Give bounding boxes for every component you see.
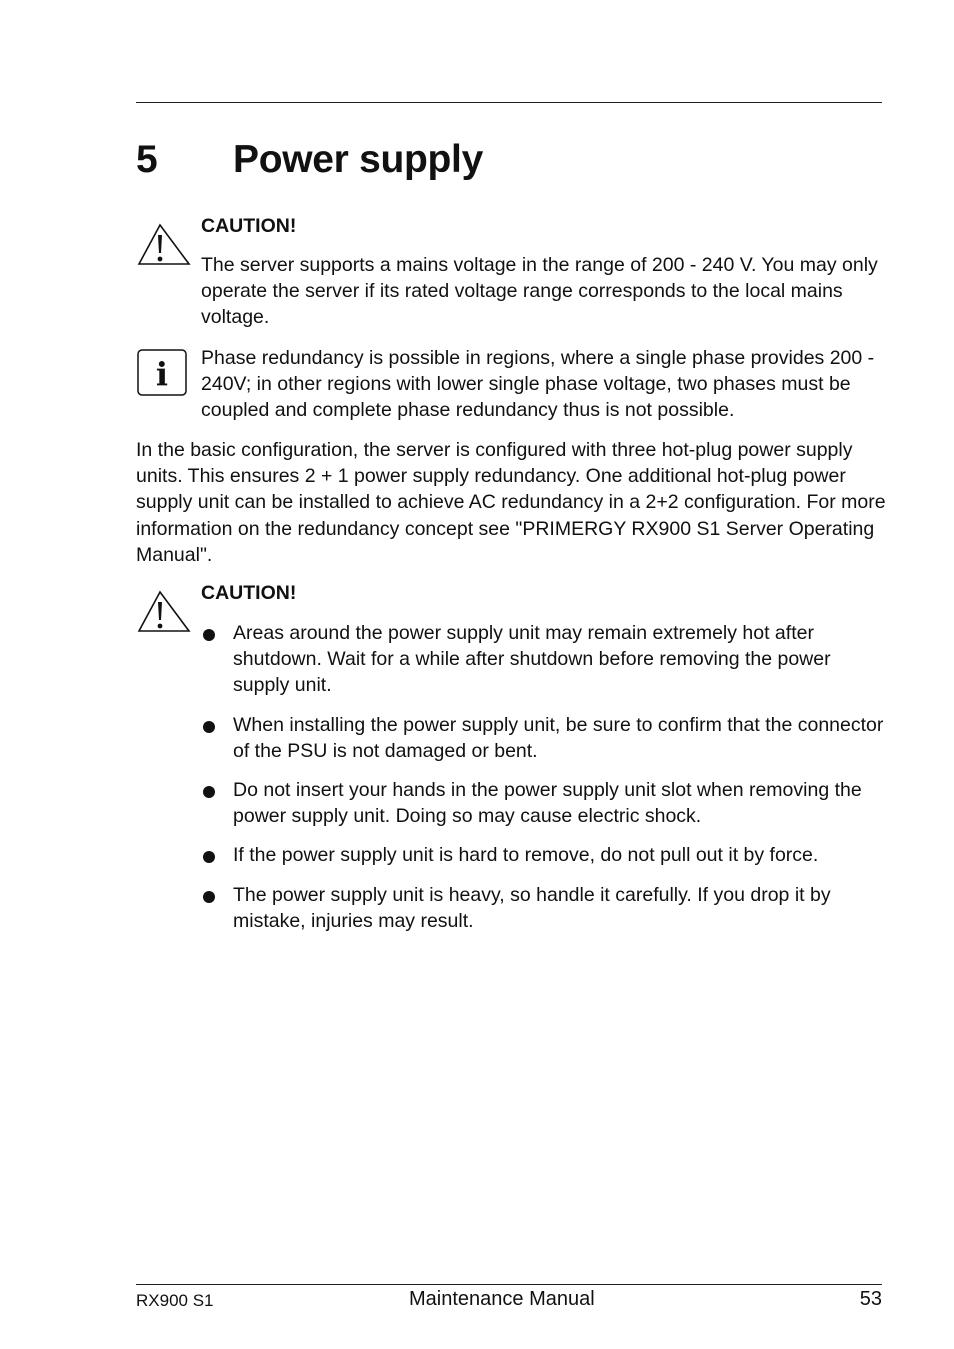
footer-rule	[136, 1284, 882, 1285]
svg-text:i: i	[155, 355, 169, 393]
caution-block-2	[201, 580, 891, 606]
bullet-icon	[203, 851, 215, 863]
info-icon	[136, 349, 188, 397]
footer-manual-title: Maintenance Manual	[409, 1288, 595, 1310]
bullet-icon	[203, 891, 215, 903]
caution-icon	[136, 589, 192, 635]
list-item-text: Areas around the power supply unit may remain extremely hot after shutdown. Wait for a while after shutdown before removing the power supply unit.	[233, 622, 831, 697]
chapter-number: 5	[136, 138, 158, 181]
page-footer	[136, 1288, 882, 1314]
bullet-icon	[203, 629, 215, 641]
list-item-text: When installing the power supply unit, be sure to confirm that the connector of the PSU is not damaged or bent.	[233, 713, 884, 762]
list-item-text: Do not insert your hands in the power supply unit slot when removing the power supply unit. Doing so may cause electric shock.	[233, 779, 862, 828]
page-number: 53	[859, 1288, 882, 1310]
bullet-icon	[203, 786, 215, 798]
caution-list	[201, 620, 886, 947]
list-item	[201, 620, 886, 699]
list-item	[201, 842, 886, 868]
body-paragraph: In the basic configuration, the server is configured with three hot-plug power supply units. This ensures 2 + 1 power supply redundancy. One additional hot-plug power supply unit can be installed to achieve AC redundancy in a 2+2 configuration. For more information on the redundancy concept see "PRIMERGY RX900 S1 Server Operating Manual".	[136, 439, 886, 566]
list-item	[201, 882, 886, 934]
bullet-icon	[203, 721, 215, 733]
chapter-title: Power supply	[233, 138, 483, 181]
caution-text: The server supports a mains voltage in the range of 200 - 240 V. You may only operate the server if its rated voltage range corresponds to the local mains voltage.	[201, 254, 878, 329]
list-item-text: The power supply unit is heavy, so handle it carefully. If you drop it by mistake, injuries may result.	[233, 883, 831, 932]
list-item	[201, 777, 886, 829]
caution-block-1	[201, 213, 891, 331]
footer-product: RX900 S1	[136, 1291, 214, 1310]
list-item-text: If the power supply unit is hard to remove, do not pull out it by force.	[233, 844, 819, 867]
list-item	[201, 712, 886, 764]
info-text: Phase redundancy is possible in regions, where a single phase provides 200 - 240V; in other regions with lower single phase voltage, two phases must be coupled and complete phase redundancy thus is not possible.	[201, 347, 875, 422]
caution-icon	[136, 222, 192, 268]
header-rule	[136, 102, 882, 103]
caution-label: CAUTION!	[201, 215, 297, 237]
caution-label: CAUTION!	[201, 582, 297, 604]
